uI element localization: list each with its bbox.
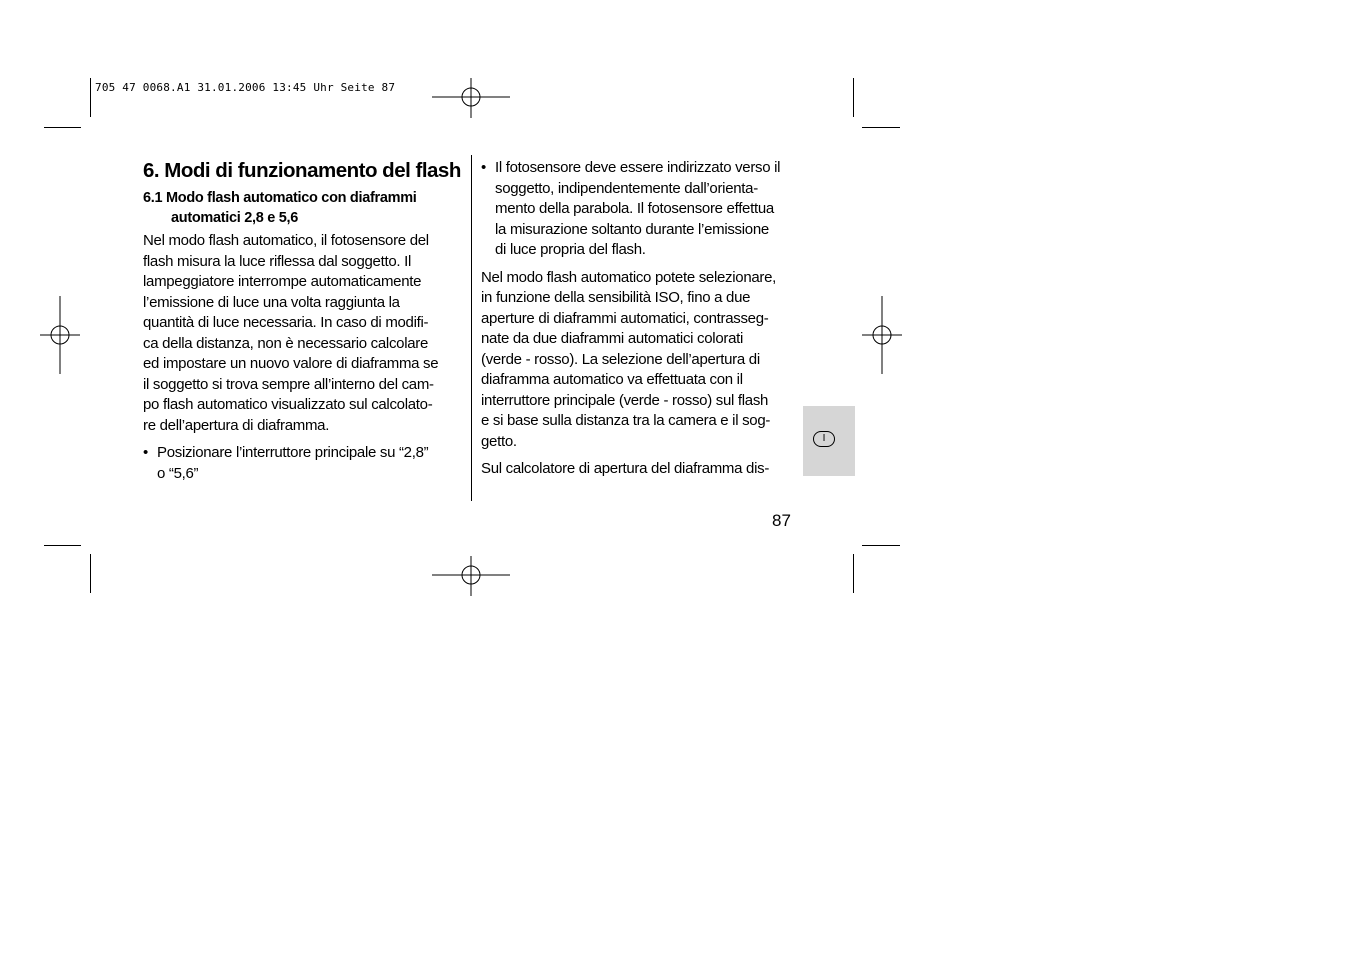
text-line: il soggetto si trova sempre all’interno del cam-: [143, 375, 434, 393]
section-heading: 6. Modi di funzionamento del flash: [143, 159, 461, 182]
text-line: diaframma automatico va effettuata con il: [481, 371, 743, 388]
registration-mark-icon: [862, 296, 902, 374]
text-line: la misurazione soltanto durante l’emissione: [495, 220, 769, 238]
crop-mark-icon: [862, 127, 900, 128]
text-line: e si base sulla distanza tra la camera e il sog-: [481, 412, 771, 429]
registration-mark-icon: [432, 78, 510, 118]
crop-mark-icon: [44, 545, 81, 546]
text-line: getto.: [481, 432, 517, 450]
text-line: soggetto, indipendentemente dall’orienta-: [495, 179, 758, 197]
text-line: lampeggiatore interrompe automaticamente: [143, 273, 422, 290]
text-line: nate da due diaframmi automatici colorati: [481, 330, 744, 347]
left-column: [143, 158, 471, 491]
text-line: in funzione della sensibilità ISO, fino a due: [481, 289, 751, 306]
crop-mark-icon: [862, 545, 900, 546]
text-line: quantità di luce necessaria. In caso di modifi-: [143, 314, 429, 331]
text-line: l’emissione di luce una volta raggiunta la: [143, 293, 400, 311]
text-line: Nel modo flash automatico, il fotosensore del: [143, 232, 429, 249]
crop-mark-icon: [853, 554, 854, 593]
right-column: [481, 158, 799, 487]
text-line: flash misura la luce riflessa dal soggetto. Il: [143, 252, 411, 270]
registration-mark-icon: [40, 296, 80, 374]
registration-mark-icon: [432, 556, 510, 596]
text-line: Nel modo flash automatico potete selezionare,: [481, 268, 777, 286]
right-last-paragraph: [481, 459, 799, 480]
crop-mark-icon: [90, 554, 91, 593]
language-tab: [803, 406, 855, 476]
column-divider: [471, 155, 472, 501]
text-line: mento della parabola. Il fotosensore effettua: [495, 200, 774, 217]
print-slug: 705 47 0068.A1 31.01.2006 13:45 Uhr Seite 87: [95, 81, 396, 94]
text-line: (verde - rosso). La selezione dell’apertura di: [481, 350, 760, 368]
crop-mark-icon: [44, 127, 81, 128]
left-paragraph: [143, 231, 471, 436]
bullet-icon: •: [481, 159, 486, 176]
crop-mark-icon: [90, 78, 91, 117]
right-paragraph: [481, 268, 799, 453]
text-line: interruttore principale (verde - rosso) sul flash: [481, 391, 769, 409]
text-line: ca della distanza, non è necessario calcolare: [143, 334, 429, 352]
crop-mark-icon: [853, 78, 854, 117]
text-line: ed impostare un nuovo valore di diaframma se: [143, 355, 439, 372]
text-line: aperture di diaframmi automatici, contrasseg-: [481, 309, 769, 327]
left-bullet-item: [143, 443, 471, 484]
text-line: Sul calcolatore di apertura del diaframma dis-: [481, 460, 770, 477]
text-line: Il fotosensore deve essere indirizzato verso il: [495, 159, 781, 176]
text-line: di luce propria del flash.: [495, 241, 646, 258]
right-bullet-item: [481, 158, 799, 261]
language-badge: I: [813, 431, 835, 447]
text-line: Posizionare l’interruttore principale su “2,8”: [157, 444, 429, 461]
text-line: re dell’apertura di diaframma.: [143, 416, 330, 434]
text-line: o “5,6”: [157, 464, 199, 482]
page-number: 87: [772, 511, 791, 530]
bullet-icon: •: [143, 444, 148, 461]
text-line: po flash automatico visualizzato sul calcolato-: [143, 396, 433, 413]
subsection-heading: 6.1 Modo flash automatico con diaframmi automatici 2,8 e 5,6: [143, 190, 417, 226]
